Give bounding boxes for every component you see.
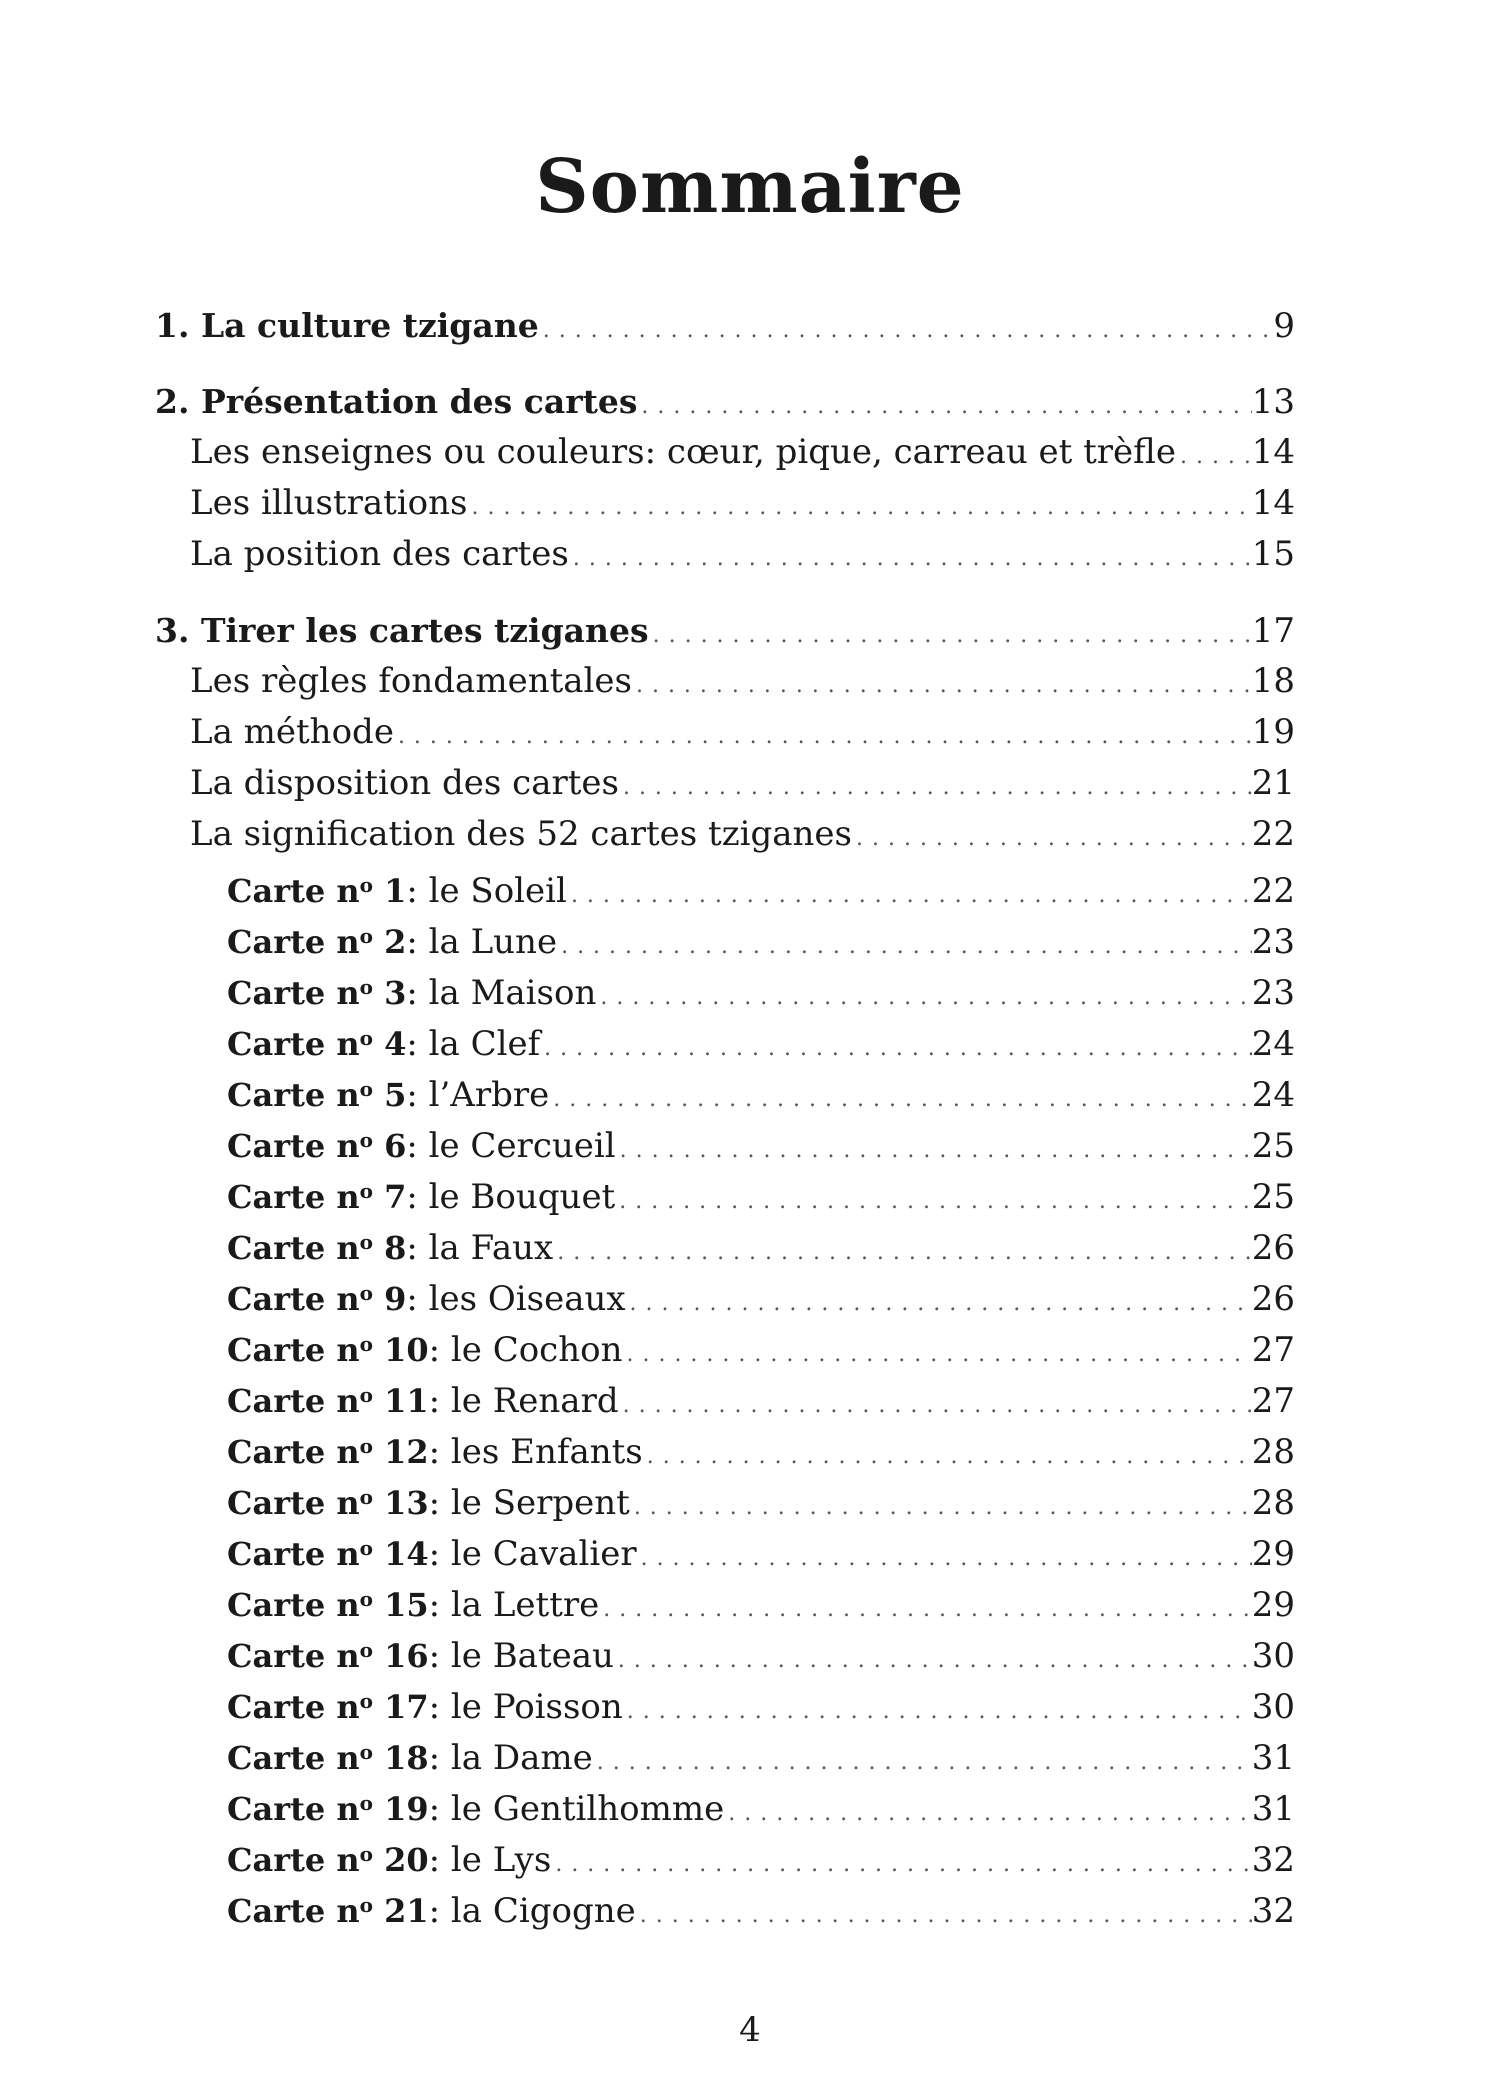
- dot-leader: [852, 809, 1252, 864]
- card-name: : le Lys: [428, 1840, 552, 1880]
- dot-leader: [567, 866, 1252, 921]
- card-prefix: Carte n: [227, 1688, 360, 1726]
- card-prefix: Carte n: [227, 1076, 360, 1114]
- toc-page-number: 25: [1251, 1177, 1295, 1217]
- card-number-prefix: [227, 1280, 406, 1318]
- toc-card-label: [227, 1064, 549, 1121]
- card-number-prefix: [227, 872, 406, 910]
- toc-entry-label: La disposition des cartes: [190, 763, 619, 803]
- dot-leader: [557, 917, 1252, 972]
- card-number: 10: [384, 1331, 429, 1369]
- toc-section: [155, 376, 1295, 580]
- toc-card-label: [227, 1829, 551, 1886]
- card-name: : la Cigogne: [428, 1891, 636, 1931]
- page-title: Sommaire: [535, 144, 965, 230]
- toc-page-number: 14: [1251, 483, 1295, 523]
- card-number: 6: [384, 1127, 407, 1165]
- card-number: 15: [384, 1586, 429, 1624]
- card-ordinal: o: [359, 1230, 373, 1254]
- card-ordinal: o: [359, 1587, 373, 1611]
- page-number: 4: [739, 2010, 761, 2050]
- toc-page-number: 23: [1251, 973, 1295, 1013]
- toc-page-number: 23: [1251, 922, 1295, 962]
- card-name: : les Oiseaux: [406, 1279, 626, 1319]
- card-prefix: Carte n: [227, 923, 360, 961]
- toc-page-number: 29: [1251, 1585, 1295, 1625]
- card-prefix: Carte n: [227, 1892, 360, 1930]
- card-ordinal: o: [359, 1332, 373, 1356]
- toc-entry[interactable]: [155, 478, 1295, 529]
- toc-card-entry[interactable]: [155, 1676, 1295, 1727]
- card-ordinal: o: [359, 1434, 373, 1458]
- toc-page-number: 27: [1251, 1330, 1295, 1370]
- card-ordinal: o: [359, 1740, 373, 1764]
- toc-page-number: 25: [1251, 1126, 1295, 1166]
- card-name: : le Bateau: [428, 1636, 614, 1676]
- toc-page-number: 13: [1251, 382, 1295, 422]
- toc-page-number: 30: [1251, 1636, 1295, 1676]
- card-number-prefix: [227, 1688, 429, 1726]
- card-ordinal: o: [359, 1689, 373, 1713]
- toc-card-entry[interactable]: [155, 1625, 1295, 1676]
- toc-card-label: [227, 1880, 636, 1937]
- card-prefix: Carte n: [227, 1841, 360, 1879]
- card-number: 12: [384, 1433, 429, 1471]
- dot-leader: [649, 605, 1252, 661]
- toc-page-number: 17: [1251, 611, 1295, 651]
- card-name: : la Faux: [406, 1228, 554, 1268]
- toc-entry[interactable]: [155, 758, 1295, 809]
- card-prefix: Carte n: [227, 1229, 360, 1267]
- toc-card-entry[interactable]: [155, 1370, 1295, 1421]
- card-prefix: Carte n: [227, 1484, 360, 1522]
- card-name: : le Gentilhomme: [428, 1789, 725, 1829]
- card-prefix: Carte n: [227, 1535, 360, 1573]
- toc-page-number: 22: [1251, 814, 1295, 854]
- toc-entry[interactable]: [155, 809, 1295, 860]
- toc-entry-label: Les illustrations: [190, 483, 468, 523]
- toc-page-number: 26: [1251, 1228, 1295, 1268]
- dot-leader: [626, 1274, 1252, 1329]
- dot-leader: [614, 1631, 1252, 1686]
- card-name: : le Cochon: [428, 1330, 623, 1370]
- toc-entry-label: La méthode: [190, 712, 394, 752]
- dot-leader: [549, 1070, 1251, 1125]
- card-number-prefix: [227, 1790, 429, 1828]
- card-prefix: Carte n: [227, 1586, 360, 1624]
- dot-leader: [630, 1478, 1252, 1533]
- toc-page-number: 30: [1251, 1687, 1295, 1727]
- card-number: 20: [384, 1841, 429, 1879]
- card-ordinal: o: [359, 1893, 373, 1917]
- dot-leader: [619, 1376, 1252, 1431]
- dot-leader: [539, 300, 1274, 356]
- card-ordinal: o: [359, 1638, 373, 1662]
- toc-card-label: [227, 1676, 623, 1733]
- card-name: : le Poisson: [428, 1687, 623, 1727]
- toc-page-number: 28: [1251, 1432, 1295, 1472]
- toc-section: [155, 300, 1295, 351]
- toc-page-number: 26: [1251, 1279, 1295, 1319]
- card-number: 14: [384, 1535, 429, 1573]
- card-prefix: Carte n: [227, 1331, 360, 1369]
- table-of-contents: [155, 300, 1295, 1956]
- toc-page-number: 21: [1251, 763, 1295, 803]
- toc-heading[interactable]: [155, 300, 1295, 351]
- card-number-prefix: [227, 1382, 429, 1420]
- card-number-prefix: [227, 1535, 429, 1573]
- toc-page-number: 24: [1251, 1075, 1295, 1115]
- card-prefix: Carte n: [227, 1433, 360, 1471]
- toc-card-entry[interactable]: [155, 1013, 1295, 1064]
- dot-leader: [637, 376, 1251, 432]
- dot-leader: [1176, 427, 1252, 482]
- toc-heading-label: 2. Présentation des cartes: [155, 382, 638, 421]
- toc-card-label: [227, 1268, 626, 1325]
- toc-card-entry[interactable]: [155, 1064, 1295, 1115]
- card-number: 19: [384, 1790, 429, 1828]
- card-prefix: Carte n: [227, 1637, 360, 1675]
- card-ordinal: o: [359, 1281, 373, 1305]
- toc-page-number: 32: [1251, 1891, 1295, 1931]
- card-prefix: Carte n: [227, 1025, 360, 1063]
- card-number-prefix: [227, 1178, 406, 1216]
- toc-card-entry[interactable]: [155, 1778, 1295, 1829]
- card-number: 16: [384, 1637, 429, 1675]
- toc-card-label: [227, 1115, 616, 1172]
- toc-card-label: [227, 1013, 540, 1070]
- card-name: : le Bouquet: [406, 1177, 616, 1217]
- toc-card-label: [227, 962, 596, 1019]
- card-number-prefix: [227, 1637, 429, 1675]
- toc-card-entry[interactable]: [155, 860, 1295, 911]
- card-number: 9: [384, 1280, 407, 1318]
- card-number: 5: [384, 1076, 407, 1114]
- card-number-prefix: [227, 1841, 429, 1879]
- dot-leader: [616, 1121, 1252, 1176]
- card-prefix: Carte n: [227, 1790, 360, 1828]
- card-name: : la Lune: [406, 922, 558, 962]
- toc-card-entry[interactable]: [155, 1319, 1295, 1370]
- toc-card-label: [227, 1727, 593, 1784]
- dot-leader: [553, 1223, 1252, 1278]
- dot-leader: [599, 1580, 1251, 1635]
- card-ordinal: o: [359, 873, 373, 897]
- toc-card-entry[interactable]: [155, 1523, 1295, 1574]
- toc-card-label: [227, 1778, 724, 1835]
- card-number-prefix: [227, 923, 406, 961]
- dot-leader: [596, 968, 1251, 1023]
- card-prefix: Carte n: [227, 1178, 360, 1216]
- toc-card-label: [227, 1217, 553, 1274]
- card-number-prefix: [227, 1739, 429, 1777]
- card-number-prefix: [227, 1127, 406, 1165]
- toc-heading[interactable]: [155, 376, 1295, 427]
- card-name: : le Cercueil: [406, 1126, 616, 1166]
- card-name: : les Enfants: [428, 1432, 643, 1472]
- toc-card-label: [227, 1625, 614, 1682]
- toc-section: [155, 605, 1295, 1931]
- toc-page-number: 14: [1251, 432, 1295, 472]
- toc-card-label: [227, 1421, 643, 1478]
- toc-page-number: 19: [1251, 712, 1295, 752]
- card-number-prefix: [227, 1076, 406, 1114]
- toc-card-entry[interactable]: [155, 1217, 1295, 1268]
- card-number: 17: [384, 1688, 429, 1726]
- dot-leader: [540, 1019, 1252, 1074]
- toc-card-entry[interactable]: [155, 1727, 1295, 1778]
- card-ordinal: o: [359, 1536, 373, 1560]
- dot-leader: [623, 1682, 1252, 1737]
- card-number-prefix: [227, 1433, 429, 1471]
- card-ordinal: o: [359, 924, 373, 948]
- toc-card-entry[interactable]: [155, 1880, 1295, 1931]
- toc-heading-label: 3. Tirer les cartes tziganes: [155, 611, 649, 650]
- card-ordinal: o: [359, 975, 373, 999]
- toc-heading[interactable]: [155, 605, 1295, 656]
- dot-leader: [637, 1529, 1252, 1584]
- card-number: 4: [384, 1025, 407, 1063]
- card-ordinal: o: [359, 1128, 373, 1152]
- toc-card-label: [227, 1574, 599, 1631]
- toc-page-number: 28: [1251, 1483, 1295, 1523]
- card-ordinal: o: [359, 1077, 373, 1101]
- card-ordinal: o: [359, 1383, 373, 1407]
- toc-page-number: 24: [1251, 1024, 1295, 1064]
- card-name: : le Soleil: [406, 871, 567, 911]
- card-number: 21: [384, 1892, 429, 1930]
- toc-entry[interactable]: [155, 427, 1295, 478]
- card-name: : le Renard: [428, 1381, 619, 1421]
- dot-leader: [632, 656, 1252, 711]
- toc-page-number: 15: [1251, 534, 1295, 574]
- card-number: 13: [384, 1484, 429, 1522]
- card-prefix: Carte n: [227, 1127, 360, 1165]
- card-number: 11: [384, 1382, 429, 1420]
- dot-leader: [394, 707, 1252, 762]
- card-ordinal: o: [359, 1791, 373, 1815]
- toc-entry-label: Les enseignes ou couleurs: cœur, pique, carreau et trèfle: [190, 432, 1176, 472]
- toc-entry-label: Les règles fondamentales: [190, 661, 632, 701]
- toc-card-label: [227, 1166, 615, 1223]
- toc-entry[interactable]: [155, 707, 1295, 758]
- card-prefix: Carte n: [227, 872, 360, 910]
- card-name: : la Maison: [406, 973, 597, 1013]
- card-ordinal: o: [359, 1485, 373, 1509]
- dot-leader: [467, 478, 1251, 533]
- card-number: 1: [384, 872, 407, 910]
- card-number-prefix: [227, 1331, 429, 1369]
- toc-card-entry[interactable]: [155, 962, 1295, 1013]
- card-number: 18: [384, 1739, 429, 1777]
- card-ordinal: o: [359, 1179, 373, 1203]
- card-number: 7: [384, 1178, 407, 1216]
- toc-card-label: [227, 860, 567, 917]
- toc-page-number: 29: [1251, 1534, 1295, 1574]
- toc-entry-label: La position des cartes: [190, 534, 569, 574]
- card-ordinal: o: [359, 1026, 373, 1050]
- card-name: : la Lettre: [428, 1585, 600, 1625]
- card-number: 2: [384, 923, 407, 961]
- toc-card-label: [227, 1523, 637, 1580]
- toc-card-entry[interactable]: [155, 1421, 1295, 1472]
- dot-leader: [615, 1172, 1252, 1227]
- card-name: : l’Arbre: [406, 1075, 550, 1115]
- toc-page-number: 32: [1251, 1840, 1295, 1880]
- dot-leader: [569, 529, 1252, 584]
- dot-leader: [551, 1835, 1251, 1890]
- card-number-prefix: [227, 974, 406, 1012]
- toc-card-label: [227, 1370, 619, 1427]
- card-number-prefix: [227, 1025, 406, 1063]
- toc-heading-label: 1. La culture tzigane: [155, 306, 539, 345]
- card-number-prefix: [227, 1892, 429, 1930]
- toc-card-label: [227, 1319, 622, 1376]
- card-name: : la Clef: [406, 1024, 541, 1064]
- card-number-prefix: [227, 1229, 406, 1267]
- toc-page-number: 31: [1251, 1789, 1295, 1829]
- card-number: 8: [384, 1229, 407, 1267]
- toc-card-label: [227, 1472, 630, 1529]
- toc-page-number: 18: [1251, 661, 1295, 701]
- card-name: : le Serpent: [428, 1483, 630, 1523]
- toc-page-number: 9: [1273, 306, 1295, 346]
- toc-card-entry[interactable]: [155, 1166, 1295, 1217]
- toc-page-number: 27: [1251, 1381, 1295, 1421]
- card-number-prefix: [227, 1586, 429, 1624]
- card-number: 3: [384, 974, 407, 1012]
- toc-entry[interactable]: [155, 656, 1295, 707]
- toc-card-entry[interactable]: [155, 1268, 1295, 1319]
- card-number-prefix: [227, 1484, 429, 1522]
- toc-entry[interactable]: [155, 529, 1295, 580]
- toc-card-entry[interactable]: [155, 1472, 1295, 1523]
- dot-leader: [724, 1784, 1251, 1839]
- dot-leader: [643, 1427, 1252, 1482]
- toc-card-entry[interactable]: [155, 1115, 1295, 1166]
- card-prefix: Carte n: [227, 1280, 360, 1318]
- toc-page-number: 22: [1251, 871, 1295, 911]
- dot-leader: [622, 1325, 1251, 1380]
- toc-card-entry[interactable]: [155, 1829, 1295, 1880]
- card-prefix: Carte n: [227, 1382, 360, 1420]
- dot-leader: [636, 1886, 1252, 1941]
- toc-page-number: 31: [1251, 1738, 1295, 1778]
- card-name: : la Dame: [428, 1738, 593, 1778]
- toc-card-label: [227, 911, 557, 968]
- card-ordinal: o: [359, 1842, 373, 1866]
- toc-entry-label: La signification des 52 cartes tziganes: [190, 814, 852, 854]
- toc-card-entry[interactable]: [155, 911, 1295, 962]
- toc-card-entry[interactable]: [155, 1574, 1295, 1625]
- card-name: : le Cavalier: [428, 1534, 637, 1574]
- dot-leader: [619, 758, 1252, 813]
- card-prefix: Carte n: [227, 974, 360, 1012]
- card-prefix: Carte n: [227, 1739, 360, 1777]
